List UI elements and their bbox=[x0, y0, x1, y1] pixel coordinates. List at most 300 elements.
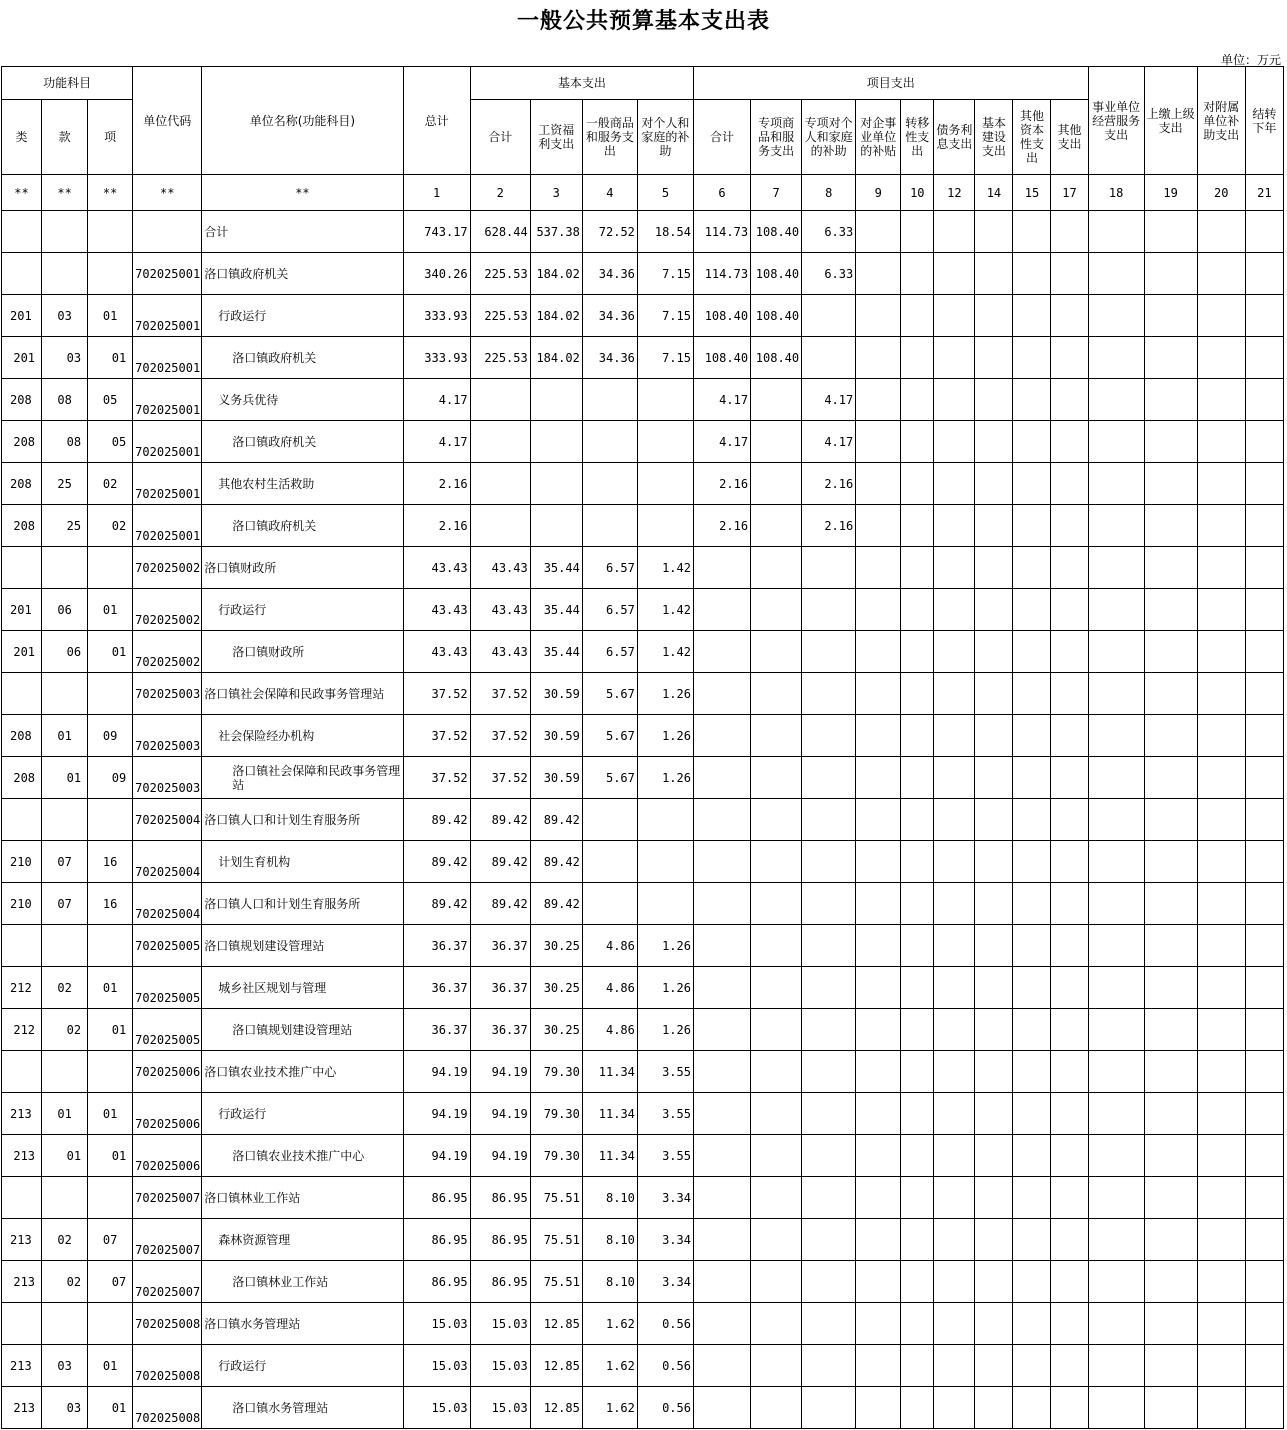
amount-cell bbox=[1051, 253, 1088, 295]
amount-cell: 1.42 bbox=[637, 631, 693, 673]
amount-cell bbox=[582, 463, 637, 505]
column-index-cell: ** bbox=[2, 175, 42, 211]
amount-cell bbox=[693, 673, 750, 715]
amount-cell bbox=[1051, 1177, 1088, 1219]
amount-cell: 8.10 bbox=[582, 1177, 637, 1219]
amount-cell bbox=[856, 547, 901, 589]
table-row bbox=[2, 841, 1284, 883]
amount-cell bbox=[1245, 1219, 1283, 1261]
table-row bbox=[2, 883, 1284, 925]
amount-cell bbox=[637, 379, 693, 421]
amount-cell bbox=[693, 841, 750, 883]
column-index-cell: 4 bbox=[582, 175, 637, 211]
amount-cell bbox=[751, 799, 802, 841]
amount-cell bbox=[751, 1219, 802, 1261]
amount-cell bbox=[1144, 589, 1197, 631]
amount-cell bbox=[693, 1387, 750, 1429]
amount-cell bbox=[1245, 1135, 1283, 1177]
lei-cell bbox=[2, 1303, 42, 1345]
amount-cell: 15.03 bbox=[470, 1303, 530, 1345]
amount-cell bbox=[856, 337, 901, 379]
column-index-cell: ** bbox=[133, 175, 202, 211]
amount-cell bbox=[934, 1261, 975, 1303]
amount-cell bbox=[1144, 547, 1197, 589]
kuan-cell: 03 bbox=[42, 337, 88, 379]
amount-cell bbox=[802, 1051, 856, 1093]
unit-code-cell: 702025005 bbox=[133, 967, 202, 1009]
unit-code-cell: 702025001 bbox=[133, 253, 202, 295]
lei-cell bbox=[2, 1177, 42, 1219]
amount-cell bbox=[975, 967, 1013, 1009]
amount-cell bbox=[1013, 1219, 1051, 1261]
amount-cell bbox=[1245, 505, 1283, 547]
unit-name-cell: 洛口镇水务管理站 bbox=[202, 1303, 403, 1345]
unit-code-cell: 702025004 bbox=[133, 799, 202, 841]
column-index-cell: 10 bbox=[901, 175, 934, 211]
project-subcolumn-header: 基本建设支出 bbox=[975, 100, 1013, 175]
amount-cell bbox=[1013, 1009, 1051, 1051]
kuan-cell bbox=[42, 673, 88, 715]
amount-cell: 333.93 bbox=[403, 337, 470, 379]
amount-cell bbox=[1051, 1387, 1088, 1429]
amount-cell: 3.55 bbox=[637, 1135, 693, 1177]
amount-cell bbox=[693, 883, 750, 925]
lei-cell bbox=[2, 673, 42, 715]
amount-cell bbox=[1197, 1177, 1245, 1219]
table-row bbox=[2, 337, 1284, 379]
amount-cell bbox=[934, 1387, 975, 1429]
amount-cell bbox=[1144, 925, 1197, 967]
amount-cell bbox=[1051, 379, 1088, 421]
amount-cell: 8.10 bbox=[582, 1219, 637, 1261]
unit-name-cell: 洛口镇政府机关 bbox=[202, 421, 403, 463]
amount-cell bbox=[856, 1177, 901, 1219]
amount-cell bbox=[901, 967, 934, 1009]
amount-cell: 114.73 bbox=[693, 253, 750, 295]
amount-cell bbox=[1013, 505, 1051, 547]
column-index-cell: 9 bbox=[856, 175, 901, 211]
amount-cell bbox=[934, 547, 975, 589]
amount-cell bbox=[1013, 715, 1051, 757]
unit-code-cell: 702025005 bbox=[133, 1009, 202, 1051]
amount-cell bbox=[1245, 1093, 1283, 1135]
unit-code-cell: 702025001 bbox=[133, 337, 202, 379]
unit-name-cell: 洛口镇人口和计划生育服务所 bbox=[202, 799, 403, 841]
amount-cell bbox=[751, 547, 802, 589]
unit-name-cell: 洛口镇社会保障和民政事务管理站 bbox=[202, 673, 403, 715]
amount-cell bbox=[693, 1219, 750, 1261]
unit-name-cell: 洛口镇规划建设管理站 bbox=[202, 1009, 403, 1051]
lei-cell: 210 bbox=[2, 883, 42, 925]
table-row bbox=[2, 631, 1284, 673]
table-row bbox=[2, 421, 1284, 463]
kuan-cell bbox=[42, 1051, 88, 1093]
amount-cell bbox=[1197, 631, 1245, 673]
amount-cell bbox=[1088, 715, 1144, 757]
amount-cell bbox=[975, 1177, 1013, 1219]
amount-cell bbox=[934, 295, 975, 337]
amount-cell bbox=[1088, 1093, 1144, 1135]
amount-cell bbox=[856, 1009, 901, 1051]
amount-cell: 6.33 bbox=[802, 211, 856, 253]
amount-cell bbox=[1088, 967, 1144, 1009]
amount-cell: 36.37 bbox=[403, 967, 470, 1009]
amount-cell bbox=[975, 925, 1013, 967]
table-row bbox=[2, 967, 1284, 1009]
unit-name-cell: 义务兵优待 bbox=[202, 379, 403, 421]
unit-name-cell: 社会保险经办机构 bbox=[202, 715, 403, 757]
amount-cell bbox=[1013, 463, 1051, 505]
upper-payment-header: 上缴上级支出 bbox=[1144, 67, 1197, 175]
amount-cell bbox=[901, 1345, 934, 1387]
amount-cell: 11.34 bbox=[582, 1051, 637, 1093]
amount-cell bbox=[1144, 883, 1197, 925]
amount-cell bbox=[693, 631, 750, 673]
amount-cell bbox=[1013, 379, 1051, 421]
amount-cell bbox=[856, 1387, 901, 1429]
amount-cell bbox=[1197, 1261, 1245, 1303]
amount-cell bbox=[1197, 799, 1245, 841]
amount-cell: 4.17 bbox=[403, 421, 470, 463]
amount-cell bbox=[934, 925, 975, 967]
amount-cell bbox=[470, 505, 530, 547]
amount-cell bbox=[901, 211, 934, 253]
amount-cell: 36.37 bbox=[403, 1009, 470, 1051]
xiang-cell bbox=[88, 211, 133, 253]
amount-cell bbox=[582, 799, 637, 841]
amount-cell bbox=[1051, 1135, 1088, 1177]
kuan-cell: 03 bbox=[42, 1387, 88, 1429]
amount-cell bbox=[693, 1135, 750, 1177]
amount-cell bbox=[637, 799, 693, 841]
amount-cell: 184.02 bbox=[530, 337, 582, 379]
amount-cell bbox=[975, 631, 1013, 673]
column-index-cell: 6 bbox=[693, 175, 750, 211]
amount-cell: 86.95 bbox=[403, 1219, 470, 1261]
amount-cell bbox=[901, 1387, 934, 1429]
amount-cell bbox=[637, 421, 693, 463]
amount-cell bbox=[901, 421, 934, 463]
amount-cell bbox=[1197, 1009, 1245, 1051]
amount-cell bbox=[751, 1093, 802, 1135]
amount-cell bbox=[1088, 673, 1144, 715]
xiang-cell bbox=[88, 547, 133, 589]
amount-cell: 30.25 bbox=[530, 967, 582, 1009]
amount-cell: 94.19 bbox=[403, 1093, 470, 1135]
amount-cell bbox=[975, 1093, 1013, 1135]
unit-code-cell: 702025006 bbox=[133, 1093, 202, 1135]
amount-cell bbox=[901, 337, 934, 379]
basic-subcolumn-header: 一般商品和服务支出 bbox=[582, 100, 637, 175]
amount-cell: 15.03 bbox=[403, 1387, 470, 1429]
amount-cell bbox=[1144, 1303, 1197, 1345]
amount-cell bbox=[856, 1261, 901, 1303]
amount-cell: 37.52 bbox=[403, 715, 470, 757]
amount-cell bbox=[1013, 421, 1051, 463]
amount-cell bbox=[1245, 547, 1283, 589]
basic-subcolumn-header: 工资福利支出 bbox=[530, 100, 582, 175]
table-row bbox=[2, 715, 1284, 757]
unit-code-cell: 702025008 bbox=[133, 1303, 202, 1345]
amount-cell bbox=[1051, 1303, 1088, 1345]
amount-cell bbox=[751, 673, 802, 715]
amount-cell bbox=[1051, 967, 1088, 1009]
amount-cell bbox=[1245, 379, 1283, 421]
amount-cell bbox=[975, 1051, 1013, 1093]
unit-name-cell: 洛口镇政府机关 bbox=[202, 337, 403, 379]
amount-cell bbox=[1013, 883, 1051, 925]
xiang-cell: 07 bbox=[88, 1261, 133, 1303]
amount-cell: 0.56 bbox=[637, 1303, 693, 1345]
lei-cell: 208 bbox=[2, 505, 42, 547]
amount-cell bbox=[1144, 1387, 1197, 1429]
kuan-cell: 01 bbox=[42, 715, 88, 757]
amount-cell bbox=[934, 841, 975, 883]
amount-cell: 4.17 bbox=[693, 421, 750, 463]
amount-cell bbox=[901, 1177, 934, 1219]
column-index-cell: 20 bbox=[1197, 175, 1245, 211]
kuan-cell bbox=[42, 1303, 88, 1345]
amount-cell bbox=[751, 757, 802, 799]
unit-code-cell: 702025006 bbox=[133, 1051, 202, 1093]
unit-name-cell: 行政运行 bbox=[202, 589, 403, 631]
column-index-cell: 12 bbox=[934, 175, 975, 211]
amount-cell bbox=[1088, 1387, 1144, 1429]
project-subcolumn-header: 对企事业单位的补贴 bbox=[856, 100, 901, 175]
amount-cell bbox=[693, 799, 750, 841]
lei-cell: 213 bbox=[2, 1135, 42, 1177]
amount-cell bbox=[1144, 631, 1197, 673]
amount-cell bbox=[693, 589, 750, 631]
unit-name-cell: 洛口镇人口和计划生育服务所 bbox=[202, 883, 403, 925]
amount-cell bbox=[1197, 211, 1245, 253]
unit-name-cell: 洛口镇农业技术推广中心 bbox=[202, 1051, 403, 1093]
amount-cell bbox=[901, 799, 934, 841]
amount-cell bbox=[856, 967, 901, 1009]
amount-cell bbox=[1197, 463, 1245, 505]
amount-cell bbox=[751, 715, 802, 757]
amount-cell bbox=[1245, 1051, 1283, 1093]
amount-cell bbox=[1197, 883, 1245, 925]
amount-cell: 2.16 bbox=[802, 463, 856, 505]
amount-cell bbox=[975, 211, 1013, 253]
amount-cell: 43.43 bbox=[470, 589, 530, 631]
amount-cell bbox=[934, 967, 975, 1009]
amount-cell bbox=[856, 799, 901, 841]
unit-code-cell: 702025006 bbox=[133, 1135, 202, 1177]
amount-cell bbox=[1013, 1345, 1051, 1387]
amount-cell bbox=[1245, 1345, 1283, 1387]
amount-cell: 30.25 bbox=[530, 1009, 582, 1051]
amount-cell bbox=[1013, 1135, 1051, 1177]
unit-code-cell: 702025003 bbox=[133, 715, 202, 757]
amount-cell bbox=[751, 1387, 802, 1429]
amount-cell bbox=[1245, 631, 1283, 673]
amount-cell bbox=[1197, 421, 1245, 463]
amount-cell bbox=[1144, 1261, 1197, 1303]
table-row bbox=[2, 463, 1284, 505]
amount-cell bbox=[901, 1303, 934, 1345]
amount-cell: 1.42 bbox=[637, 547, 693, 589]
amount-cell bbox=[582, 883, 637, 925]
amount-cell bbox=[1144, 715, 1197, 757]
amount-cell bbox=[1245, 799, 1283, 841]
amount-cell: 4.17 bbox=[693, 379, 750, 421]
amount-cell bbox=[1245, 925, 1283, 967]
amount-cell: 108.40 bbox=[751, 337, 802, 379]
amount-cell: 35.44 bbox=[530, 547, 582, 589]
lei-cell bbox=[2, 211, 42, 253]
amount-cell: 35.44 bbox=[530, 589, 582, 631]
xiang-cell: 05 bbox=[88, 421, 133, 463]
amount-cell bbox=[751, 379, 802, 421]
amount-cell bbox=[1088, 1177, 1144, 1219]
amount-cell bbox=[802, 1177, 856, 1219]
kuan-cell: 06 bbox=[42, 631, 88, 673]
amount-cell bbox=[751, 631, 802, 673]
amount-cell bbox=[975, 1135, 1013, 1177]
amount-cell bbox=[975, 253, 1013, 295]
amount-cell bbox=[1088, 211, 1144, 253]
amount-cell bbox=[901, 253, 934, 295]
unit-code-cell: 702025002 bbox=[133, 589, 202, 631]
amount-cell bbox=[901, 463, 934, 505]
amount-cell bbox=[802, 589, 856, 631]
project-subcolumn-header: 合计 bbox=[693, 100, 750, 175]
amount-cell: 4.17 bbox=[403, 379, 470, 421]
amount-cell: 34.36 bbox=[582, 337, 637, 379]
amount-cell bbox=[934, 463, 975, 505]
amount-cell bbox=[856, 1219, 901, 1261]
amount-cell bbox=[470, 421, 530, 463]
amount-cell: 628.44 bbox=[470, 211, 530, 253]
amount-cell bbox=[1144, 1051, 1197, 1093]
amount-cell bbox=[975, 337, 1013, 379]
amount-cell bbox=[901, 1135, 934, 1177]
amount-cell: 18.54 bbox=[637, 211, 693, 253]
amount-cell: 114.73 bbox=[693, 211, 750, 253]
amount-cell: 6.33 bbox=[802, 253, 856, 295]
amount-cell bbox=[751, 421, 802, 463]
kuan-cell: 02 bbox=[42, 1009, 88, 1051]
amount-cell bbox=[1144, 1219, 1197, 1261]
amount-cell: 37.52 bbox=[403, 757, 470, 799]
amount-cell bbox=[856, 841, 901, 883]
amount-cell: 30.59 bbox=[530, 757, 582, 799]
column-index-cell: 21 bbox=[1245, 175, 1283, 211]
table-row bbox=[2, 1093, 1284, 1135]
xiang-cell: 01 bbox=[88, 337, 133, 379]
header-row-1 bbox=[2, 67, 1284, 100]
amount-cell bbox=[1197, 505, 1245, 547]
amount-cell: 3.34 bbox=[637, 1177, 693, 1219]
amount-cell bbox=[901, 1219, 934, 1261]
amount-cell bbox=[934, 1345, 975, 1387]
amount-cell bbox=[1245, 589, 1283, 631]
kuan-cell: 02 bbox=[42, 1261, 88, 1303]
amount-cell bbox=[1051, 883, 1088, 925]
amount-cell bbox=[1197, 1345, 1245, 1387]
unit-code-cell: 702025005 bbox=[133, 925, 202, 967]
amount-cell bbox=[751, 589, 802, 631]
amount-cell bbox=[1245, 1177, 1283, 1219]
amount-cell: 7.15 bbox=[637, 295, 693, 337]
amount-cell bbox=[975, 757, 1013, 799]
unit-code-cell: 702025001 bbox=[133, 505, 202, 547]
amount-cell bbox=[582, 841, 637, 883]
amount-cell bbox=[1013, 295, 1051, 337]
amount-cell bbox=[1051, 505, 1088, 547]
amount-cell: 184.02 bbox=[530, 253, 582, 295]
amount-cell bbox=[1144, 463, 1197, 505]
amount-cell bbox=[856, 1093, 901, 1135]
amount-cell bbox=[975, 295, 1013, 337]
table-row bbox=[2, 925, 1284, 967]
kuan-cell: 07 bbox=[42, 841, 88, 883]
kuan-cell: 03 bbox=[42, 295, 88, 337]
amount-cell bbox=[856, 715, 901, 757]
kuan-cell bbox=[42, 925, 88, 967]
amount-cell: 15.03 bbox=[403, 1303, 470, 1345]
amount-cell: 79.30 bbox=[530, 1051, 582, 1093]
amount-cell bbox=[1088, 463, 1144, 505]
table-body bbox=[2, 211, 1284, 1429]
amount-cell bbox=[1245, 253, 1283, 295]
amount-cell: 5.67 bbox=[582, 757, 637, 799]
amount-cell bbox=[1013, 1093, 1051, 1135]
lei-cell: 208 bbox=[2, 715, 42, 757]
table-row bbox=[2, 1135, 1284, 1177]
amount-cell bbox=[1013, 211, 1051, 253]
unit-code-cell: 702025001 bbox=[133, 379, 202, 421]
column-index-cell: 14 bbox=[975, 175, 1013, 211]
unit-name-cell: 洛口镇林业工作站 bbox=[202, 1177, 403, 1219]
amount-cell bbox=[1013, 631, 1051, 673]
amount-cell: 30.25 bbox=[530, 925, 582, 967]
kuan-cell: 08 bbox=[42, 379, 88, 421]
unit-code-cell: 702025008 bbox=[133, 1387, 202, 1429]
amount-cell bbox=[1013, 589, 1051, 631]
amount-cell bbox=[856, 505, 901, 547]
amount-cell bbox=[470, 379, 530, 421]
lei-cell: 208 bbox=[2, 421, 42, 463]
amount-cell bbox=[1051, 421, 1088, 463]
amount-cell bbox=[751, 883, 802, 925]
functional-subject-header: 功能科目 bbox=[2, 67, 133, 100]
amount-cell: 86.95 bbox=[470, 1177, 530, 1219]
xiang-cell: 09 bbox=[88, 715, 133, 757]
amount-cell: 11.34 bbox=[582, 1135, 637, 1177]
amount-cell bbox=[751, 505, 802, 547]
amount-cell: 89.42 bbox=[530, 883, 582, 925]
column-index-cell: 8 bbox=[802, 175, 856, 211]
lei-cell: 210 bbox=[2, 841, 42, 883]
amount-cell bbox=[1013, 1051, 1051, 1093]
amount-cell bbox=[1088, 421, 1144, 463]
amount-cell bbox=[1013, 841, 1051, 883]
unit-name-cell: 行政运行 bbox=[202, 1345, 403, 1387]
unit-code-cell: 702025003 bbox=[133, 757, 202, 799]
amount-cell: 12.85 bbox=[530, 1345, 582, 1387]
amount-cell bbox=[856, 379, 901, 421]
column-index-cell: 19 bbox=[1144, 175, 1197, 211]
amount-cell bbox=[856, 883, 901, 925]
amount-cell bbox=[1088, 589, 1144, 631]
amount-cell: 37.52 bbox=[470, 715, 530, 757]
column-index-cell: 1 bbox=[403, 175, 470, 211]
amount-cell: 7.15 bbox=[637, 253, 693, 295]
amount-cell: 1.26 bbox=[637, 925, 693, 967]
